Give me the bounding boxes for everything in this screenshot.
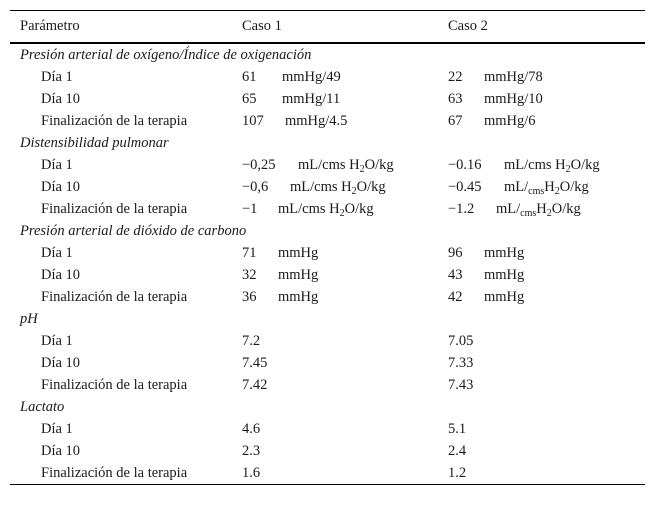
parameters-table (10, 10, 645, 485)
case-2-value (448, 242, 524, 264)
case-2-value (448, 264, 524, 286)
table-bottom-rule (10, 484, 645, 485)
value-unit: mmHg (484, 267, 525, 283)
value-number: −0,25 (242, 157, 276, 173)
section-title: Lactato (20, 399, 65, 415)
case-2-value (448, 110, 536, 132)
row-label: Día 10 (41, 443, 81, 459)
value-unit: mmHg (278, 267, 319, 283)
case-1-value (242, 176, 386, 198)
value-number: 43 (448, 267, 463, 283)
value-number: −0.16 (448, 157, 482, 173)
table-row (10, 440, 645, 462)
case-2-value: 7.33 (448, 355, 474, 371)
unit-part: mL/cms H (290, 179, 352, 195)
row-label: Finalización de la terapia (41, 289, 188, 305)
unit-part: mL/cms H (504, 157, 566, 173)
case-2-value: 7.43 (448, 377, 474, 393)
section-title-row (10, 220, 645, 242)
case-2-value: 1.2 (448, 465, 467, 481)
subscript: 2 (554, 186, 560, 197)
table-row (10, 330, 645, 352)
value-unit: mmHg (278, 289, 319, 305)
case-2-value (448, 286, 524, 308)
table-row (10, 462, 645, 484)
value-number: 42 (448, 289, 463, 305)
value-number: −0.45 (448, 179, 482, 195)
value-number: 71 (242, 245, 257, 261)
value-number: 61 (242, 69, 257, 85)
value-unit: mmHg (278, 245, 319, 261)
value-number: 96 (448, 245, 463, 261)
section-title: pH (20, 311, 38, 327)
case-2-value (448, 66, 543, 88)
subscript: 2 (339, 208, 345, 219)
value-number: 107 (242, 113, 264, 129)
value-unit: mmHg/11 (282, 91, 341, 107)
case-1-value (242, 264, 318, 286)
table-row (10, 242, 645, 264)
table-row (10, 198, 645, 220)
row-label: Día 1 (41, 245, 73, 261)
section-title-row (10, 44, 645, 66)
value-unit: mmHg (484, 245, 525, 261)
row-label: Día 10 (41, 179, 81, 195)
row-label: Finalización de la terapia (41, 201, 188, 217)
table-row (10, 286, 645, 308)
value-unit: mmHg/6 (484, 113, 536, 129)
case-1-value (242, 88, 340, 110)
subscript: 2 (359, 164, 365, 175)
section-title-row (10, 132, 645, 154)
table-header-row (10, 11, 645, 42)
case-2-value: 7.05 (448, 333, 474, 349)
table-row (10, 66, 645, 88)
subscript: cms (520, 208, 537, 219)
unit-part: H (544, 179, 555, 195)
value-number: 32 (242, 267, 257, 283)
unit-part: O/kg (344, 201, 374, 217)
table-row (10, 418, 645, 440)
section-title: Distensibilidad pulmonar (20, 135, 169, 151)
row-label: Finalización de la terapia (41, 465, 188, 481)
section-title: Presión arterial de dióxido de carbono (20, 223, 247, 239)
unit-part: O/kg (570, 157, 600, 173)
table-row (10, 176, 645, 198)
row-label: Día 10 (41, 267, 81, 283)
value-number: −1 (242, 201, 258, 217)
header-case-2: Caso 2 (448, 18, 488, 34)
table-row (10, 154, 645, 176)
unit-part: O/kg (551, 201, 581, 217)
case-1-value: 7.45 (242, 355, 268, 371)
value-number: 65 (242, 91, 257, 107)
table-row (10, 352, 645, 374)
unit-part: mL/ (504, 179, 529, 195)
unit-part: mL/cms H (298, 157, 360, 173)
table-row (10, 110, 645, 132)
header-parameter: Parámetro (20, 18, 80, 34)
case-2-value (448, 198, 581, 220)
unit-part: mL/cms H (278, 201, 340, 217)
row-label: Día 1 (41, 157, 73, 173)
case-2-value (448, 154, 600, 176)
section-title: Presión arterial de oxígeno/Índice de oxigenación (20, 47, 312, 63)
value-number: −1.2 (448, 201, 475, 217)
unit-part: O/kg (364, 157, 394, 173)
row-label: Finalización de la terapia (41, 113, 188, 129)
case-1-value: 7.2 (242, 333, 261, 349)
unit-part: H (536, 201, 547, 217)
value-unit: mmHg/4.5 (285, 113, 348, 129)
value-number: 63 (448, 91, 463, 107)
case-1-value (242, 242, 318, 264)
table-row (10, 88, 645, 110)
case-2-value: 5.1 (448, 421, 467, 437)
case-1-value (242, 66, 341, 88)
value-unit: mmHg/49 (282, 69, 341, 85)
section-title-row (10, 396, 645, 418)
value-unit: mmHg/78 (484, 69, 543, 85)
value-number: −0,6 (242, 179, 269, 195)
subscript: 2 (565, 164, 571, 175)
header-case-1: Caso 1 (242, 18, 282, 34)
case-1-value (242, 198, 374, 220)
subscript: 2 (546, 208, 552, 219)
value-number: 22 (448, 69, 463, 85)
case-2-value: 2.4 (448, 443, 467, 459)
value-number: 67 (448, 113, 463, 129)
case-1-value: 4.6 (242, 421, 261, 437)
case-1-value (242, 110, 347, 132)
case-1-value: 1.6 (242, 465, 261, 481)
case-1-value: 2.3 (242, 443, 261, 459)
case-1-value: 7.42 (242, 377, 268, 393)
case-1-value (242, 154, 394, 176)
row-label: Finalización de la terapia (41, 377, 188, 393)
unit-part: O/kg (356, 179, 386, 195)
value-number: 36 (242, 289, 257, 305)
row-label: Día 1 (41, 421, 73, 437)
subscript: cms (528, 186, 545, 197)
case-1-value (242, 286, 318, 308)
row-label: Día 1 (41, 69, 73, 85)
table-row (10, 264, 645, 286)
row-label: Día 10 (41, 355, 81, 371)
case-2-value (448, 176, 589, 198)
row-label: Día 10 (41, 91, 81, 107)
unit-part: O/kg (559, 179, 589, 195)
subscript: 2 (351, 186, 357, 197)
value-unit: mmHg/10 (484, 91, 543, 107)
case-2-value (448, 88, 543, 110)
unit-part: mL/ (496, 201, 521, 217)
value-unit: mmHg (484, 289, 525, 305)
row-label: Día 1 (41, 333, 73, 349)
table-row (10, 374, 645, 396)
section-title-row (10, 308, 645, 330)
